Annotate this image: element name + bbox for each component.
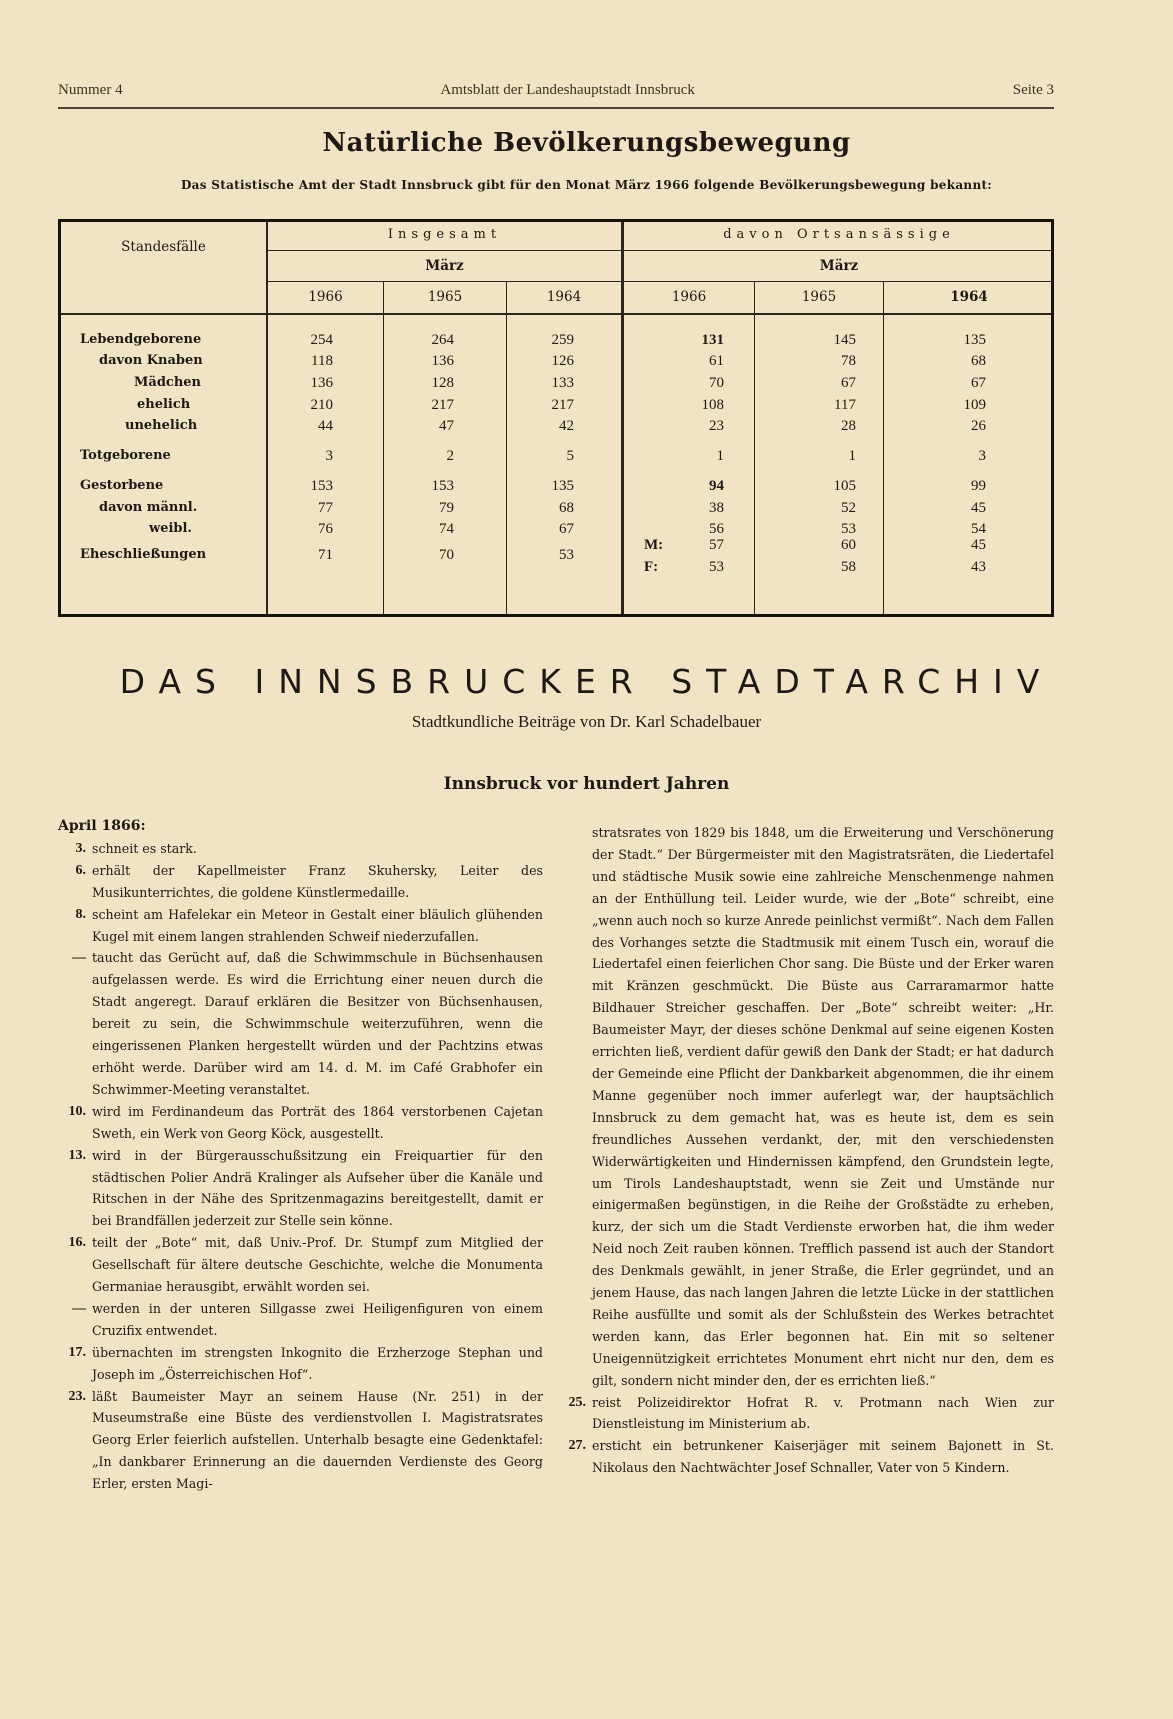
table-cell: 57 <box>709 537 724 553</box>
table-cell: 61 <box>709 353 724 369</box>
chronicle-entry: 10. wird im Ferdinandeum das Porträt des 1864 verstorbenen Cajetan Sweth, ein Werk von Georg Köck, ausgestellt. <box>68 1103 543 1141</box>
table-cell: 53 <box>841 521 856 537</box>
table-cell: 38 <box>709 500 724 516</box>
year-header: 1965 <box>427 289 463 305</box>
chronicle-entry: 3. schneit es stark. <box>75 840 197 856</box>
table-cell: 105 <box>833 478 856 494</box>
table-cell: 74 <box>439 521 454 537</box>
table-cell: 45 <box>971 500 986 516</box>
table-cell: 254 <box>310 332 333 348</box>
chronicle-entry: — werden in der unteren Sillgasse zwei Heiligenfiguren von einem Cruzifix entwendet. <box>72 1300 543 1338</box>
table-cell: 67 <box>971 375 986 391</box>
table-cell: 77 <box>318 500 333 516</box>
publication-title: Amtsblatt der Landeshauptstadt Innsbruck <box>440 82 695 98</box>
table-cell: 60 <box>841 537 856 553</box>
year-header: 1964 <box>950 289 988 305</box>
table-cell: 26 <box>971 418 986 434</box>
chronicle-entry: — taucht das Gerücht auf, daß die Schwimmschule in Büchsenhausen aufgelassen werde. Es wird die Errichtung einer neuen durch die Stadt angeregt. Darauf erklären die Besitzer von Büchsenhausen, bereit zu sein, die Schwimmschule weiterzuführen, wenn die eingerissenen Planken hergestellt würden und der Pachtzins etwas erhöht werde. Darüber wird am 14. d. M. im Café Grabhofer ein Schwimmer-Meeting veranstaltet. <box>72 950 543 1097</box>
table-cell: 94 <box>709 478 724 494</box>
table-cell: 47 <box>439 418 454 434</box>
sex-prefix: F: <box>644 559 659 575</box>
chronicle-entry: 27. ersticht ein betrunkener Kaiserjäger mit seinem Bajonett in St. Nikolaus den Nachtwächter Josef Schnaller, Vater von 5 Kindern. <box>568 1438 1054 1476</box>
table-cell: 2 <box>446 448 454 464</box>
table-cell: 109 <box>963 397 986 413</box>
table-cell: 52 <box>841 500 856 516</box>
table-cell: 3 <box>325 448 333 464</box>
chronicle-left-column <box>58 816 543 1495</box>
table-cell: 58 <box>841 559 856 575</box>
chronicle-entry: 8. scheint am Hafelekar ein Meteor in Gestalt einer bläulich glühenden Kugel mit einem langen strahlenden Schweif niederzufallen. <box>75 906 543 944</box>
row-label: weibl. <box>149 521 192 536</box>
table-cell: 117 <box>834 397 856 413</box>
table-cell: 53 <box>709 559 724 575</box>
chronicle-entry: 17. übernachten im strengsten Inkognito die Erzherzoge Stephan und Joseph im „Österreichischen Hof“. <box>68 1344 543 1382</box>
table-cell: 264 <box>431 332 454 348</box>
table-cell: 3 <box>978 448 986 464</box>
table-cell: 136 <box>310 375 333 391</box>
table-cell: 28 <box>841 418 856 434</box>
table-cell: 133 <box>551 375 574 391</box>
table-cell: 217 <box>551 397 574 413</box>
table-cell: 131 <box>701 332 724 348</box>
sex-prefix: M: <box>644 537 664 553</box>
table-cell: 67 <box>559 521 574 537</box>
year-header: 1966 <box>671 289 707 305</box>
row-label: Eheschließungen <box>80 547 207 562</box>
archive-subtitle: Stadtkundliche Beiträge von Dr. Karl Schadelbauer <box>411 712 762 731</box>
running-header <box>58 82 1054 99</box>
table-cell: 1 <box>848 448 856 464</box>
table-cell: 136 <box>431 353 454 369</box>
chronicle-entry: 16. teilt der „Bote“ mit, daß Univ.-Prof. Dr. Stumpf zum Mitglied der Gesellschaft für ältere deutsche Geschichte, welche die Monumenta Germaniae herausgibt, erwählt worden sei. <box>68 1235 543 1295</box>
month-heading: April 1866: <box>58 818 146 834</box>
table-cell: 23 <box>709 418 724 434</box>
table-cell: 68 <box>971 353 986 369</box>
row-label: Mädchen <box>134 375 201 390</box>
table-cell: 71 <box>318 547 333 563</box>
table-cell: 128 <box>431 375 454 391</box>
row-label: davon männl. <box>99 500 198 515</box>
table-cell: 78 <box>841 353 856 369</box>
table-cell: 53 <box>559 547 574 563</box>
year-header: 1964 <box>546 289 582 305</box>
table-cell: 76 <box>318 521 333 537</box>
month-header-resident: März <box>819 258 859 274</box>
chronicle-title: Innsbruck vor hundert Jahren <box>443 774 730 794</box>
table-cell: 135 <box>963 332 986 348</box>
table-cell: 153 <box>431 478 454 494</box>
table-cell: 54 <box>971 521 986 537</box>
statistics-title: Natürliche Bevölkerungsbewegung <box>322 128 851 158</box>
table-cell: 145 <box>833 332 856 348</box>
year-header: 1965 <box>801 289 837 305</box>
table-cell: 67 <box>841 375 856 391</box>
table-cell: 70 <box>709 375 724 391</box>
page-number: Seite 3 <box>1012 82 1054 98</box>
table-cell: 126 <box>551 353 574 369</box>
chronicle-entry: 6. erhält der Kapellmeister Franz Skuhersky, Leiter des Musikunterrichtes, die goldene Künstlermedaille. <box>75 862 543 900</box>
table-cell: 118 <box>311 353 333 369</box>
chronicle-entry: 25. reist Polizeidirektor Hofrat R. v. Protmann nach Wien zur Dienstleistung im Ministerium ab. <box>568 1394 1054 1432</box>
row-label: Gestorbene <box>80 478 164 493</box>
table-cell: 68 <box>559 500 574 516</box>
row-label: davon Knaben <box>99 353 203 368</box>
continued-paragraph: stratsrates von 1829 bis 1848, um die Erweiterung und Verschönerung der Stadt.“ Der Bürgermeister mit den Magistratsräten, die Liedertafel und städtische Musik sowie eine zahlreiche Menschenmenge nahmen an der Enthüllung teil. Leider wurde, wie der „Bote“ schreibt, eine „wenn auch noch so kurze Anrede peinlichst vermißt“. Nach dem Fallen des Vorhanges setzte die Stadtmusik mit einem Tusch ein, worauf die Liedertafel einen feierlichen Chor sang. Die Büste und der Erker waren mit Kränzen geschmückt. Die Büste aus Carraramarmor hatte Bildhauer Streicher geschaffen. Der „Bote“ schreibt weiter: „Hr. Baumeister Mayr, der dieses schöne Denkmal auf seine eigenen Kosten errichten ließ, verdient dafür gewiß den Dank der Stadt; er hat dadurch der Gemeinde eine Pflicht der Dankbarkeit abgenommen, die ihr einem Manne gegenüber noch immer auferlegt war, der hauptsächlich Innsbruck zu dem gemacht hat, was es heute ist, dem es sein freundliches Aussehen verdankt, der, mit den verschiedensten Widerwärtigkeiten und Hindernissen kämpfend, den Grundstein legte, um Tirols Landeshauptstadt, wenn sie Zeit und Umstände nur einigermaßen begünstigen, in die Reihe der Großstädte zu erheben, kurz, der sich um die Stadt Verdienste erworben hat, die ihm weder Neid noch Zeit rauben können. Trefflich passend ist auch der Standort des Denkmals gewählt, in jener Straße, die Erler gegründet, und an jenem Hause, das nach langen Jahren die letzte Lücke in der stattlichen Reihe ausfüllte und somit als der Schlußstein des Werkes betrachtet werden kann, das Erler begonnen hat. Ein mit so seltener Uneigennützigkeit errichtetes Monument ehrt nicht nur den, dem es gilt, sondern nicht minder den, der es errichten ließ.“ <box>592 825 1054 1388</box>
table-cell: 42 <box>559 418 574 434</box>
table-cell: 108 <box>701 397 724 413</box>
group-header-resident: davon Ortsansässige <box>723 227 955 242</box>
table-cell: 217 <box>431 397 454 413</box>
table-cell: 79 <box>439 500 454 516</box>
table-cell: 259 <box>551 332 574 348</box>
table-cell: 1 <box>716 448 724 464</box>
table-cell: 210 <box>310 397 333 413</box>
table-cell: 56 <box>709 521 724 537</box>
chronicle-entry: 13. wird in der Bürgerausschußsitzung ein Freiquartier für den städtischen Polier Andrä Kralinger als Aufseher über die Kanäle und Ritschen in der Nähe des Spritzenmagazins bereitgestellt, damit er bei Brandfällen jederzeit zur Stelle sein könne. <box>68 1147 543 1229</box>
chronicle-entry: 23. läßt Baumeister Mayr an seinem Hause (Nr. 251) in der Museumstraße eine Büste des verdienstvollen I. Magistratsrates Georg Erler feierlich aufstellen. Unterhalb besagte eine Gedenktafel: „In dankbarer Erinnerung an die dauernden Verdienste des Georg Erler, ersten Magi- <box>68 1388 543 1492</box>
table-cell: 43 <box>971 559 986 575</box>
row-label: Lebendgeborene <box>80 332 202 347</box>
row-label: unehelich <box>125 418 198 433</box>
header-rule <box>58 107 1054 109</box>
year-header: 1966 <box>308 289 343 305</box>
statistics-intro: Das Statistische Amt der Stadt Innsbruck gibt für den Monat März 1966 folgende Bevölkerungsbewegung bekannt: <box>180 178 993 192</box>
issue-number: Nummer 4 <box>58 82 123 98</box>
row-label: Totgeborene <box>80 448 171 463</box>
table-cell: 45 <box>971 537 986 553</box>
archive-title: DAS INNSBRUCKER STADTARCHIV <box>119 662 1054 701</box>
row-header: Standesfälle <box>121 239 206 255</box>
population-table <box>58 219 1054 617</box>
row-label: ehelich <box>137 397 191 412</box>
month-header-total: März <box>425 258 464 274</box>
table-cell: 5 <box>566 448 574 464</box>
table-cell: 70 <box>439 547 454 563</box>
chronicle-right-column <box>568 822 1054 1479</box>
table-cell: 44 <box>318 418 333 434</box>
table-cell: 135 <box>551 478 574 494</box>
table-cell: 99 <box>971 478 986 494</box>
group-header-total: Insgesamt <box>387 227 502 242</box>
table-cell: 153 <box>310 478 333 494</box>
